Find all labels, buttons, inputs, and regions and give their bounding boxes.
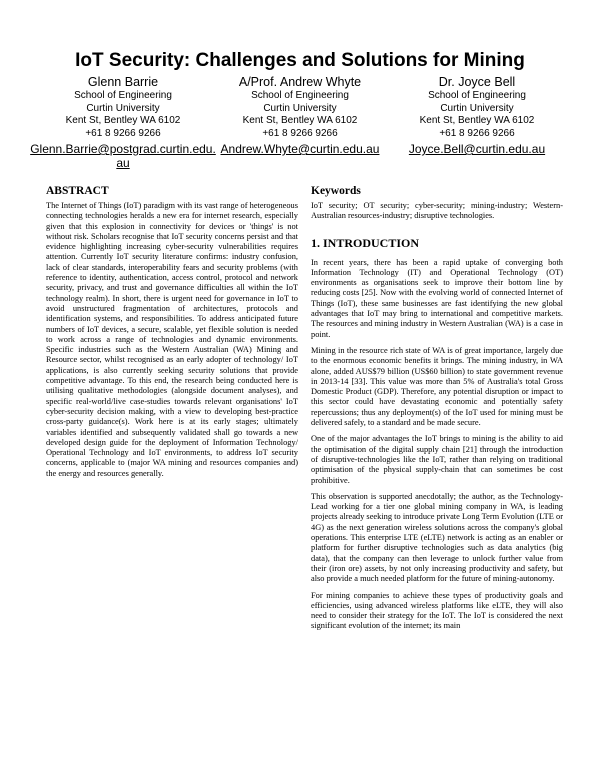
author-phone: +61 8 9266 9266 [439, 127, 515, 139]
author-university: Curtin University [440, 102, 514, 114]
author-affiliation: School of Engineering [428, 90, 526, 101]
author-address: Kent St, Bentley WA 6102 [65, 115, 181, 126]
author-block-2 [207, 74, 393, 156]
author-email[interactable]: Andrew.Whyte@curtin.edu.au [220, 142, 380, 156]
intro-paragraph: In recent years, there has been a rapid uptake of converging both Information Technology (IT) and Operational Technology (OT) environments as organisations seek to improve their bottom line by reducing costs [25]. Now with the evolving world of connected Internet of Things (IoT), these same businesses are fast identifying the new global advantages that IoT may bring to international and competitive markets. The resources and mining industry in Western Australian (WA) is a case in point. [311, 257, 563, 339]
intro-paragraph: This observation is supported anecdotally; the author, as the Technology-Lead working for a tier one global mining company in WA, is leading projects already seeking to introduce private Long Term Evolution (LTE or 4G) as the next generation wireless solutions across the company's global operations. This enterprise LTE (eLTE) network is acting as an enabler or platform for further disruptive technologies such as data analytics (big data), that the company can then leverage to unlock further value from their (iron ore) assets, by not only increasing productivity and safety, but also provide a much needed platform for the future of mining-autonomy. [311, 491, 563, 584]
author-phone: +61 8 9266 9266 [85, 127, 161, 139]
author-email[interactable]: Joyce.Bell@curtin.edu.au [408, 142, 546, 156]
intro-paragraph: One of the major advantages the IoT brings to mining is the ability to aid the optimisation of the digital supply chain [21] through the introduction of disruptive-technologies like the IoT, rather than relying on traditional optimisation of the physical supply-chain that can sometimes be cost prohibitive. [311, 434, 563, 485]
right-column [311, 184, 563, 638]
keywords-heading: Keywords [311, 185, 361, 197]
author-university: Curtin University [263, 102, 337, 114]
author-address: Kent St, Bentley WA 6102 [242, 115, 358, 126]
keywords-text: IoT security; OT security; cyber-security; mining-industry; Western-Australian resources-industry; disruptive technologies. [311, 201, 563, 221]
author-university: Curtin University [86, 102, 160, 114]
author-email[interactable]: Glenn.Barrie@postgrad.curtin.edu.au [30, 142, 216, 170]
author-name: Glenn Barrie [87, 75, 159, 89]
author-block-1 [30, 74, 216, 170]
introduction-heading: 1. INTRODUCTION [311, 235, 420, 250]
author-affiliation: School of Engineering [74, 90, 172, 101]
left-column [46, 184, 298, 485]
author-address: Kent St, Bentley WA 6102 [419, 115, 535, 126]
author-phone: +61 8 9266 9266 [262, 127, 338, 139]
author-affiliation: School of Engineering [251, 90, 349, 101]
intro-paragraph: Mining in the resource rich state of WA is of great importance, largely due to the enormous economic benefits it brings. The mining industry, in WA alone, added AUS$79 billion (US$60 billion) to state government revenue in 2013-14 [33]. This value was more than 5% of Australia's total Gross Domestic Product (GDP). Therefore, any potential disruption or impact to this sector could have devastating economic and potentially safety repercussions; thus any deployment(s) of the IoT used for mining must be delivered safely, to a standard and be made secure. [311, 345, 563, 428]
paper-title: IoT Security: Challenges and Solutions for Mining [75, 50, 525, 71]
abstract-text: The Internet of Things (IoT) paradigm with its vast range of heterogeneous connecting technologies heralds a new era for internet research, especially given that this explosion in connectivity for devices or 'things' is not without risk. Scholars recognise that IoT security concerns persist and that evidence highlighting increasing cyber-security vulnerabilities requires attention. Currently IoT security literature confirms: industry confusion, lack of clear standards, interoperability fears and security problems (with reference to identity, authentication, access control, protocol and network security, privacy, and trust and governance difficulties all within the IoT technology realm). In short, there is urgent need for governance in IoT to avoid unstructured fragmentation of architectures, protocols and identification systems, and responsibilities. To address anticipated future numbers of IoT devices, a secure, scalable, yet flexible solution is needed to work across a range of technologies and dynamic environments. Specific industries such as the Western Australian (WA) Mining and Resource sector, whilst recognised as an early adopter of technology/ IoT applications, is also currently seeking security solutions that provide competitive advantage. To this end, the research being conducted here is utilising qualitative methodologies (alongside document analyses), and specific real-world/live case-studies towards relevant organisations' IoT cyber-security decision making, with a view to developing best-practice cross-party guidance(s). Work here is at its early stages; ultimately variables identified and subsequently validated shall go towards a new developed design guide for the deployment of Information Technology/ Operational Technology and IoT environments, to address IoT security concerns, applicable to (major WA mining and resources companies and) the energy and resources generally. [46, 201, 298, 478]
author-name: A/Prof. Andrew Whyte [238, 75, 362, 89]
author-block-3 [384, 74, 570, 156]
abstract-heading: ABSTRACT [46, 185, 109, 197]
author-name: Dr. Joyce Bell [438, 75, 516, 89]
intro-paragraph: For mining companies to achieve these types of productivity goals and efficiencies, using advanced wireless platforms like eLTE, they will also need to consider their strategy for the IoT. The IoT is considered the next significant evolution of the internet; its main [311, 590, 563, 631]
